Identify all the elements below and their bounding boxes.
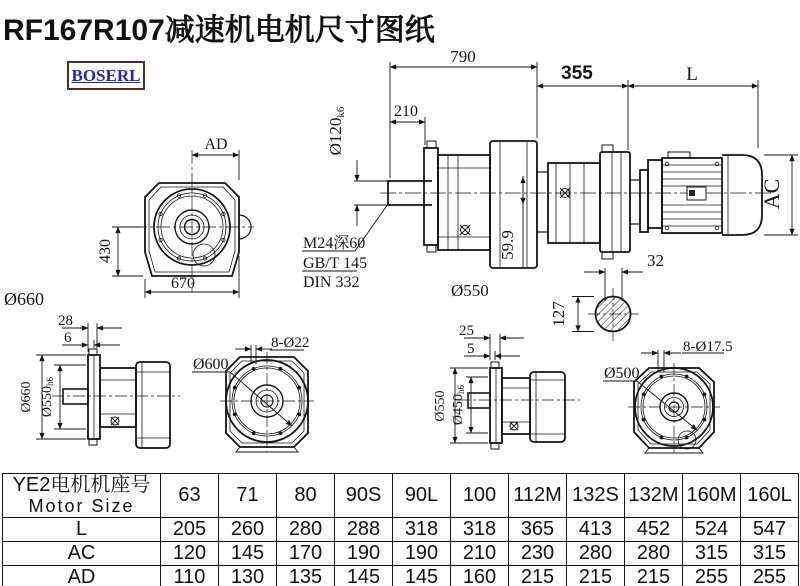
dimension-value-cell: 210 xyxy=(451,542,509,566)
table-row-AD xyxy=(3,566,799,586)
front-view xyxy=(97,136,254,298)
dimension-value-cell: 190 xyxy=(393,542,451,566)
size-column-header: 132M xyxy=(625,474,683,518)
size-column-header: 63 xyxy=(161,474,219,518)
dimension-value-cell: 160 xyxy=(451,566,509,586)
dim-500-label: Ø500 xyxy=(604,365,640,382)
dimension-value-cell: 120 xyxy=(161,542,219,566)
dimension-value-cell: 145 xyxy=(335,566,393,586)
dimension-value-cell: 110 xyxy=(161,566,219,586)
output-flange-front-view xyxy=(192,335,314,452)
dimension-value-cell: 130 xyxy=(219,566,277,586)
dim-6-label: 6 xyxy=(64,330,72,346)
dimension-value-cell: 145 xyxy=(219,542,277,566)
dim-l-label: L xyxy=(686,64,698,85)
dimension-value-cell: 318 xyxy=(393,518,451,542)
dimension-value-cell: 190 xyxy=(335,542,393,566)
dim-670-label: 670 xyxy=(171,275,195,292)
row-label: L xyxy=(3,518,161,542)
dim-5-label: 5 xyxy=(467,341,475,357)
page-title: RF167R107减速机电机尺寸图纸 xyxy=(3,14,435,47)
size-column-header: 80 xyxy=(277,474,335,518)
dim-28-label: 28 xyxy=(58,313,73,329)
row-label: AD xyxy=(3,566,161,586)
dim-599-label: 59.9 xyxy=(498,230,517,260)
brand-logo-text: BOSERL xyxy=(71,65,141,85)
dimension-value-cell: 315 xyxy=(741,542,799,566)
dim-355-label: 355 xyxy=(561,63,593,84)
flange-dia-550-label: Ø550 xyxy=(451,281,489,300)
dim-25-label: 25 xyxy=(459,323,474,339)
table-header-en: Motor Size xyxy=(28,495,135,516)
dimension-value-cell: 280 xyxy=(277,518,335,542)
tap-note-line3: DIN 332 xyxy=(303,274,360,291)
dimension-value-cell: 547 xyxy=(741,518,799,542)
dimension-value-cell: 170 xyxy=(277,542,335,566)
input-flange-side-view xyxy=(433,323,580,449)
table-row-AC xyxy=(3,542,799,566)
dimension-value-cell: 215 xyxy=(567,566,625,586)
dimension-value-cell: 260 xyxy=(219,518,277,542)
size-column-header: 71 xyxy=(219,474,277,518)
motor-size-table xyxy=(2,473,799,586)
dimension-value-cell: 413 xyxy=(567,518,625,542)
output-flange-side-view xyxy=(4,289,180,448)
dim-450h6-label: Ø450h6 xyxy=(451,384,466,426)
dim-ad-label: AD xyxy=(204,136,228,153)
dimension-value-cell: 215 xyxy=(509,566,567,586)
flange-dia-660-label: Ø660 xyxy=(4,289,44,309)
dimension-value-cell: 452 xyxy=(625,518,683,542)
holes-8d22-label: 8-Ø22 xyxy=(271,335,310,351)
size-column-header: 160L xyxy=(741,474,799,518)
dim-600-label: Ø600 xyxy=(193,356,229,373)
holes-8d175-label: 8-Ø17.5 xyxy=(683,339,733,355)
dim-790-label: 790 xyxy=(450,47,476,66)
dimension-value-cell: 524 xyxy=(683,518,741,542)
dimension-value-cell: 215 xyxy=(625,566,683,586)
size-column-header: 132S xyxy=(567,474,625,518)
dim-32-label: 32 xyxy=(647,251,664,270)
dimension-value-cell: 318 xyxy=(451,518,509,542)
dim-550-label: Ø550 xyxy=(433,390,448,422)
side-view xyxy=(302,47,798,300)
table-header-cn: YE2电机机座号 xyxy=(12,473,151,496)
dimension-value-cell: 280 xyxy=(625,542,683,566)
dimension-value-cell: 145 xyxy=(393,566,451,586)
dim-660-label: Ø660 xyxy=(19,381,34,413)
dim-ac-label: AC xyxy=(759,178,784,210)
dim-shaft-dia-label: Ø120k6 xyxy=(326,106,347,156)
bolt-symbol xyxy=(510,422,518,430)
dim-430-label: 430 xyxy=(97,239,114,263)
dimension-value-cell: 255 xyxy=(741,566,799,586)
size-column-header: 100 xyxy=(451,474,509,518)
size-column-header: 112M xyxy=(509,474,567,518)
table-row-L xyxy=(3,518,799,542)
dimension-value-cell: 255 xyxy=(683,566,741,586)
shaft-section-detail xyxy=(549,251,664,341)
dimension-value-cell: 230 xyxy=(509,542,567,566)
table-header-motor-size xyxy=(3,474,161,518)
dimension-value-cell: 315 xyxy=(683,542,741,566)
input-flange-front-view xyxy=(603,339,733,453)
bolt-symbol xyxy=(111,417,119,425)
dimension-value-cell: 135 xyxy=(277,566,335,586)
tap-note-line2: GB/T 145 xyxy=(303,255,368,272)
dimension-value-cell: 205 xyxy=(161,518,219,542)
size-column-header: 160M xyxy=(683,474,741,518)
bolt-symbol xyxy=(460,225,470,235)
dimension-value-cell: 280 xyxy=(567,542,625,566)
dim-210-label: 210 xyxy=(394,103,418,120)
dimension-value-cell: 288 xyxy=(335,518,393,542)
size-column-header: 90L xyxy=(393,474,451,518)
tap-note-line1: M24深60 xyxy=(303,235,366,252)
size-column-header: 90S xyxy=(335,474,393,518)
dim-127-label: 127 xyxy=(549,301,568,327)
row-label: AC xyxy=(3,542,161,566)
dimension-value-cell: 365 xyxy=(509,518,567,542)
dim-550h6-label: Ø550h6 xyxy=(40,376,55,418)
